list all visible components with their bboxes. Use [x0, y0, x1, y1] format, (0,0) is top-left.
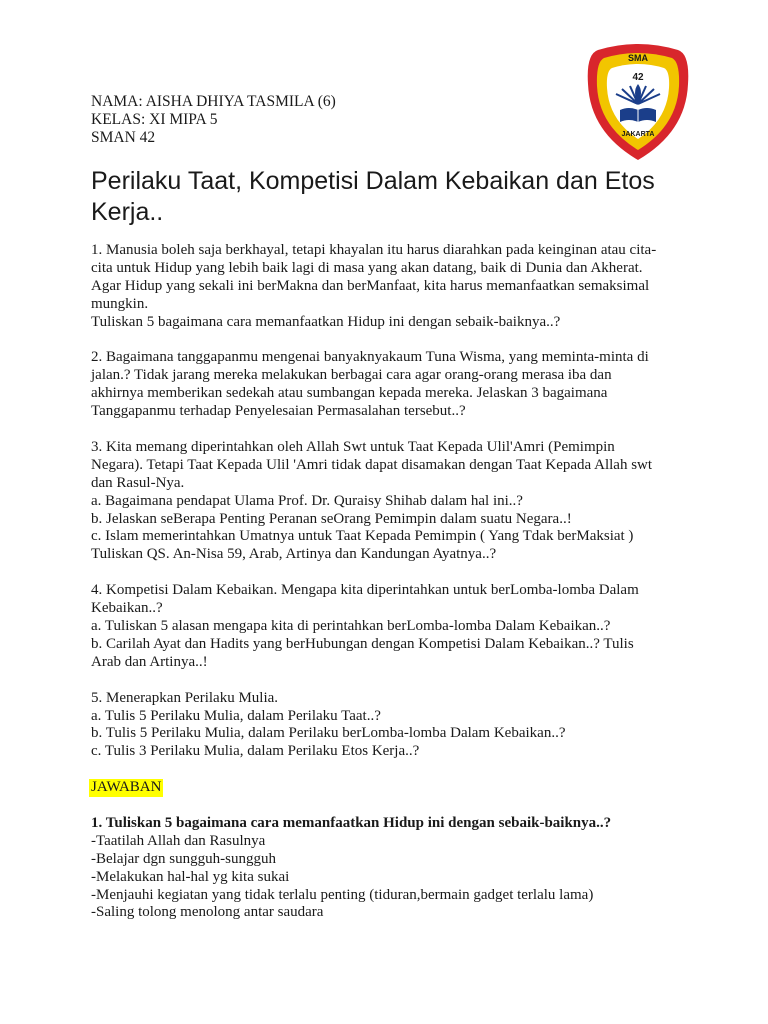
question-1	[91, 242, 691, 332]
question-5	[91, 690, 691, 762]
logo-bottom-text: JAKARTA	[621, 131, 655, 138]
answer-section-label	[91, 779, 691, 797]
answer-1	[91, 815, 691, 922]
question-line: Kebaikan..?	[91, 600, 163, 617]
answer-item: -Melakukan hal-hal yg kita sukai	[91, 868, 290, 885]
question-line: Tuliskan 5 bagaimana cara memanfaatkan Hidup ini dengan sebaik-baiknya..?	[91, 313, 561, 330]
open-book-icon	[620, 108, 656, 122]
page-title: Perilaku Taat, Kompetisi Dalam Kebaikan dan Etos Kerja..	[91, 167, 655, 226]
question-line: mungkin.	[91, 295, 149, 312]
student-school: SMAN 42	[91, 129, 156, 146]
question-line: b. Carilah Ayat dan Hadits yang berHubungan dengan Kompetisi Dalam Kebaikan..? Tulis	[91, 635, 634, 652]
question-line: 1. Manusia boleh saja berkhayal, tetapi khayalan itu harus diarahkan pada keinginan atau cita-	[91, 242, 657, 258]
answer-label: JAWABAN	[91, 779, 162, 796]
answer-item: -Saling tolong menolong antar saudara	[91, 904, 324, 921]
question-line: Tuliskan QS. An-Nisa 59, Arab, Artinya dan Kandungan Ayatnya..?	[91, 546, 497, 563]
question-line: 4. Kompetisi Dalam Kebaikan. Mengapa kita diperintahkan untuk berLomba-lomba Dalam	[91, 582, 639, 599]
question-2	[91, 349, 691, 421]
question-line: Tanggapanmu terhadap Penyelesaian Permasalahan tersebut..?	[91, 403, 466, 420]
question-line: jalan.? Tidak jarang mereka melakukan berbagai cara agar orang-orang merasa iba dan	[91, 367, 612, 384]
school-logo	[586, 44, 690, 164]
answer-item: -Belajar dgn sungguh-sungguh	[91, 850, 276, 867]
question-line: akhirnya memberikan sedekah atau sumbangan kepada mereka. Jelaskan 3 bagaimana	[91, 385, 608, 402]
question-line: Agar Hidup yang sekali ini berMakna dan berManfaat, kita harus memanfaatkan semaksimal	[91, 277, 650, 294]
question-line: c. Islam memerintahkan Umatnya untuk Taat Kepada Pemimpin ( Yang Tdak berMaksiat )	[91, 528, 634, 545]
answer-item: -Menjauhi kegiatan yang tidak terlalu penting (tiduran,bermain gadget terlalu lama)	[91, 886, 594, 903]
question-line: 2. Bagaimana tanggapanmu mengenai banyaknyakaum Tuna Wisma, yang meminta-minta di	[91, 349, 649, 366]
logo-top-text: SMA	[628, 53, 648, 63]
logo-number: 42	[632, 72, 644, 83]
answer-heading: 1. Tuliskan 5 bagaimana cara memanfaatkan Hidup ini dengan sebaik-baiknya..?	[91, 814, 612, 831]
document-body	[91, 242, 691, 922]
question-line: c. Tulis 3 Perilaku Mulia, dalam Perilaku Etos Kerja..?	[91, 743, 420, 760]
question-3	[91, 439, 691, 564]
question-line: Arab dan Artinya..!	[91, 653, 208, 670]
student-name: NAMA: AISHA DHIYA TASMILA (6)	[91, 93, 336, 110]
question-line: 5. Menerapkan Perilaku Mulia.	[91, 689, 279, 706]
student-class: KELAS: XI MIPA 5	[91, 111, 218, 128]
question-line: a. Tulis 5 Perilaku Mulia, dalam Perilaku Taat..?	[91, 707, 381, 724]
question-4	[91, 582, 691, 672]
question-line: b. Jelaskan seBerapa Penting Peranan seOrang Pemimpin dalam suatu Negara..!	[91, 510, 572, 527]
question-line: b. Tulis 5 Perilaku Mulia, dalam Perilaku berLomba-lomba Dalam Kebaikan..?	[91, 725, 566, 742]
question-line: Negara). Tetapi Taat Kepada Ulil 'Amri tidak dapat disamakan dengan Taat Kepada Allah swt	[91, 456, 653, 473]
answer-item: -Taatilah Allah dan Rasulnya	[91, 832, 266, 849]
question-line: cita untuk Hidup yang lebih baik lagi di masa yang akan datang, baik di Dunia dan Akherat.	[91, 259, 643, 276]
question-line: a. Tuliskan 5 alasan mengapa kita di perintahkan berLomba-lomba Dalam Kebaikan..?	[91, 617, 611, 634]
question-line: a. Bagaimana pendapat Ulama Prof. Dr. Quraisy Shihab dalam hal ini..?	[91, 492, 523, 509]
student-info	[91, 93, 336, 147]
question-line: 3. Kita memang diperintahkan oleh Allah Swt untuk Taat Kepada Ulil'Amri (Pemimpin	[91, 438, 615, 455]
question-line: dan Rasul-Nya.	[91, 474, 185, 491]
